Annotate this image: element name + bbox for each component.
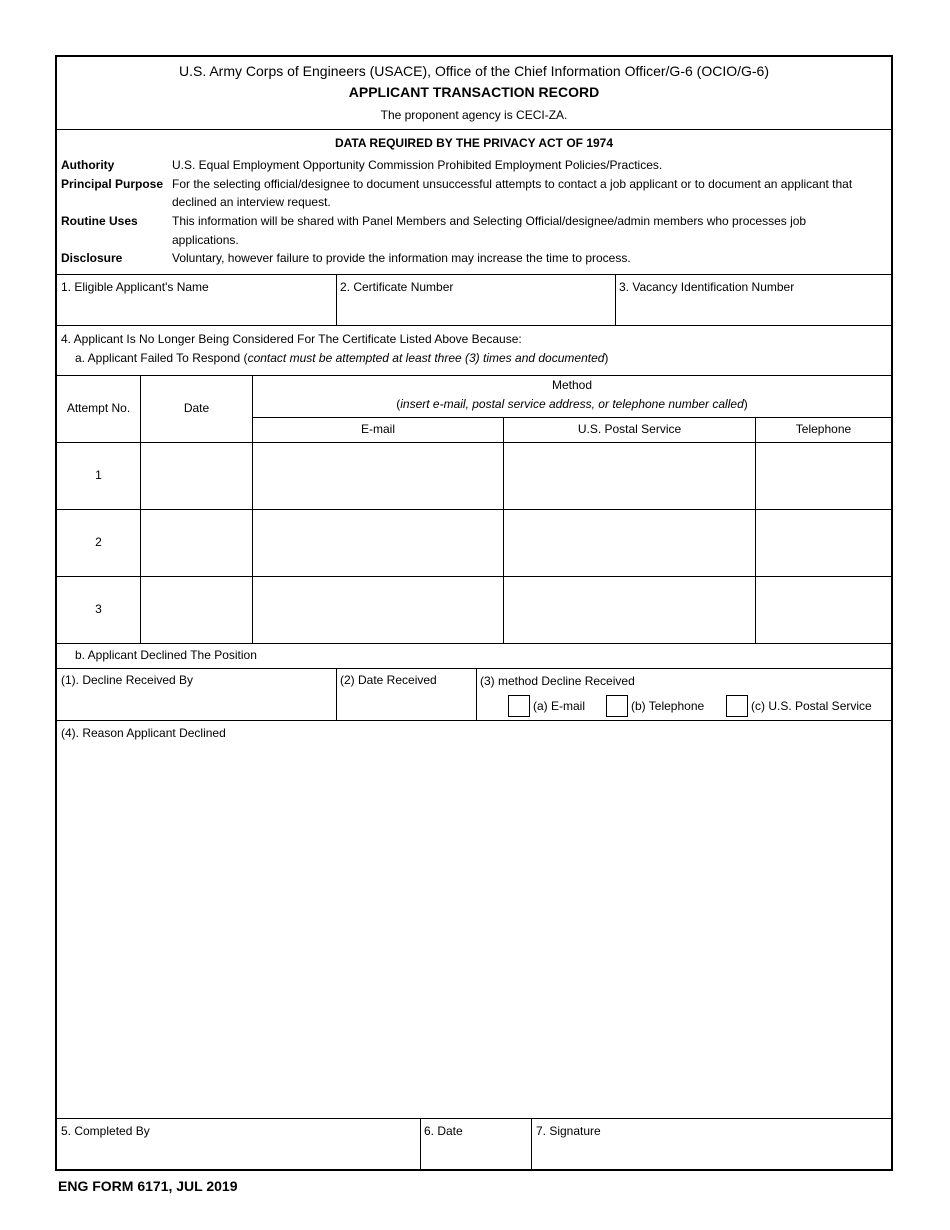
email-checkbox[interactable]	[508, 695, 530, 717]
completion-date-label: 6. Date	[424, 1124, 463, 1138]
reason-declined-field[interactable]	[57, 721, 891, 1118]
authority-label: Authority	[61, 158, 115, 172]
method-subheading: (insert e-mail, postal service address, or telephone number called)	[396, 397, 748, 411]
attempt-number: 3	[95, 602, 102, 616]
col-email-header: E-mail	[360, 422, 395, 436]
attempt-phone-cell[interactable]	[756, 443, 891, 509]
certificate-number-label: 2. Certificate Number	[340, 280, 454, 294]
attempt-number: 1	[95, 468, 102, 482]
divider	[57, 129, 891, 130]
form-identifier: ENG FORM 6171, JUL 2019	[58, 1178, 238, 1194]
attempt-postal-cell[interactable]	[504, 443, 755, 509]
col-date-header: Date	[183, 401, 210, 415]
col-phone-header: Telephone	[795, 422, 852, 436]
table-divider	[252, 417, 891, 418]
completed-by-label: 5. Completed By	[61, 1124, 150, 1138]
section4-heading: 4. Applicant Is No Longer Being Considered For The Certificate Listed Above Because:	[61, 332, 522, 346]
table-divider	[57, 643, 891, 644]
divider	[57, 325, 891, 326]
attempt-number: 2	[95, 535, 102, 549]
attempt-phone-cell[interactable]	[756, 577, 891, 643]
routine-uses-line2: applications.	[172, 233, 239, 247]
attempt-postal-cell[interactable]	[504, 577, 755, 643]
attempt-date-cell[interactable]	[141, 443, 252, 509]
col-postal-header: U.S. Postal Service	[577, 422, 682, 436]
attempt-postal-cell[interactable]	[504, 510, 755, 576]
purpose-text-line2: declined an interview request.	[172, 195, 331, 209]
method-heading: Method	[551, 378, 593, 392]
disclosure-label: Disclosure	[61, 251, 123, 265]
col-attempt-header: Attempt No.	[66, 401, 131, 415]
vacancy-id-label: 3. Vacancy Identification Number	[619, 280, 795, 294]
decline-received-by-label: (1). Decline Received By	[61, 673, 194, 687]
authority-text: U.S. Equal Employment Opportunity Commission Prohibited Employment Policies/Practices.	[172, 158, 663, 172]
table-row	[57, 510, 891, 576]
attempt-email-cell[interactable]	[253, 443, 503, 509]
postal-checkbox[interactable]	[726, 695, 748, 717]
date-received-label: (2) Date Received	[340, 673, 437, 687]
attempt-email-cell[interactable]	[253, 577, 503, 643]
email-option-label: (a) E-mail	[533, 699, 586, 713]
attempt-email-cell[interactable]	[253, 510, 503, 576]
table-row	[57, 577, 891, 643]
purpose-text-line1: For the selecting official/designee to document unsuccessful attempts to contact a job applicant or to document an applicant that	[172, 177, 853, 191]
disclosure-text: Voluntary, however failure to provide the information may increase the time to process.	[172, 251, 631, 265]
agency-line: U.S. Army Corps of Engineers (USACE), Office of the Chief Information Officer/G-6 (OCIO/G-6)	[178, 63, 769, 79]
applicant-transaction-form	[55, 55, 893, 1171]
reason-declined-label: (4). Reason Applicant Declined	[61, 726, 226, 740]
telephone-option-label: (b) Telephone	[631, 699, 705, 713]
routine-uses-label: Routine Uses	[61, 214, 138, 228]
signature-label: 7. Signature	[536, 1124, 601, 1138]
table-row	[57, 443, 891, 509]
page-title: APPLICANT TRANSACTION RECORD	[348, 84, 600, 100]
attempt-date-cell[interactable]	[141, 577, 252, 643]
attempt-phone-cell[interactable]	[756, 510, 891, 576]
divider	[57, 375, 891, 376]
purpose-label: Principal Purpose	[61, 177, 164, 191]
method-decline-label: (3) method Decline Received	[480, 674, 635, 688]
divider	[476, 668, 477, 720]
proponent-text: The proponent agency is CECI-ZA.	[380, 108, 568, 122]
applicant-name-label: 1. Eligible Applicant's Name	[61, 280, 209, 294]
section4a-heading: a. Applicant Failed To Respond (contact must be attempted at least three (3) times and documented)	[75, 351, 609, 365]
privacy-heading: DATA REQUIRED BY THE PRIVACY ACT OF 1974	[334, 136, 614, 150]
telephone-checkbox[interactable]	[606, 695, 628, 717]
postal-option-label: (c) U.S. Postal Service	[751, 699, 872, 713]
routine-uses-line1: This information will be shared with Panel Members and Selecting Official/designee/admin members who processes job	[172, 214, 807, 228]
section4b-heading: b. Applicant Declined The Position	[75, 648, 257, 662]
attempt-date-cell[interactable]	[141, 510, 252, 576]
